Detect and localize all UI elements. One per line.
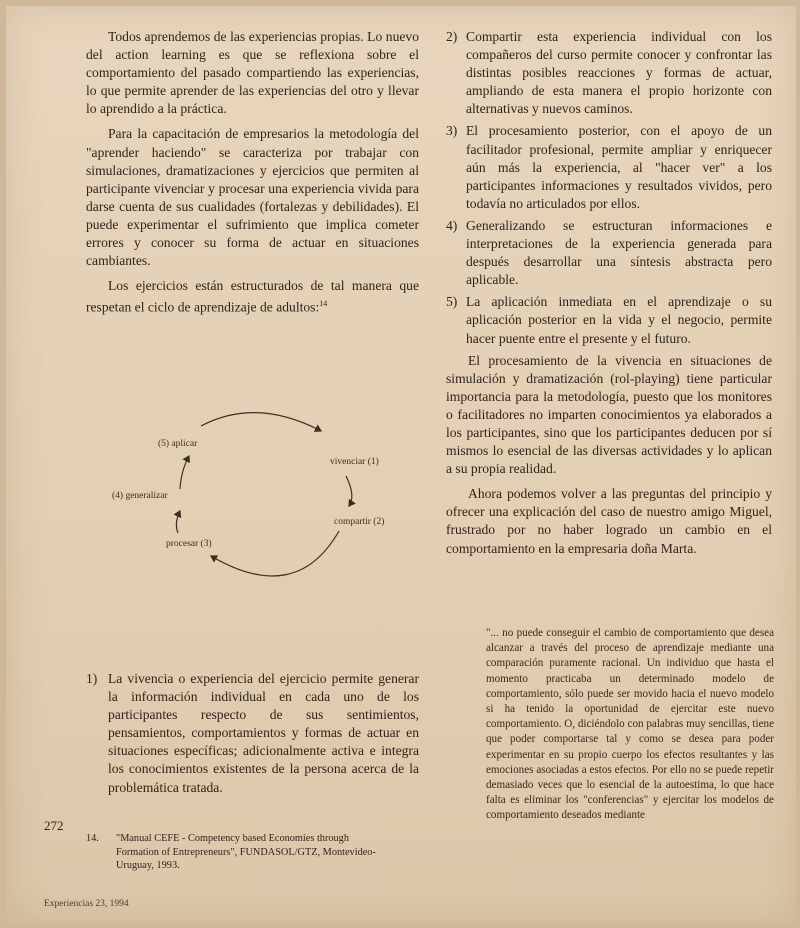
list-text: Generalizando se estructuran informaciones e interpretaciones de la experiencia generada para después desarrollar una síntesis abstracta pero aplicable.: [466, 217, 772, 288]
list-item-5: [446, 293, 772, 347]
paragraph: Todos aprendemos de las experiencias propias. Lo nuevo del action learning es que se reflexiona sobre el comportamiento del pasado compartiendo las experiencias, lo que permite aprender de las experiencias del otro y llevar lo aprendido a la práctica.: [86, 29, 419, 117]
page-number: 272: [44, 818, 64, 833]
numbered-list: [446, 28, 772, 348]
learning-cycle-diagram: [106, 401, 406, 601]
right-column: [446, 28, 772, 565]
footnote-text: "Manual CEFE - Competency based Economies through Formation of Entrepreneurs", FUNDASOL/GTZ, Montevideo-Uruguay, 1993.: [116, 833, 376, 871]
list-item-3: [446, 122, 772, 212]
list-number: 2): [446, 29, 458, 44]
list-number: 1): [86, 671, 98, 686]
block-quote: "... no puede conseguir el cambio de comportamiento que desea alcanzar a través del proceso de aprendizaje mediante una comparación puramente racional. Un individuo que hasta el momento practicaba un determinado modelo de comportamiento, sólo puede ser movido hacia el nuevo modelo si ha tenido la oportunidad de ejercitar este nuevo comportamiento. O, diciéndolo con palabras muy sencillas, tiene que poder comportarse tal y como se desea para poder experimentar en su propio cuerpo los efectos resultantes y las emociones asociadas a estos efectos. Por ello no se puede repetir demasiado veces que lo esencial de la autoestima, lo que hace falta es eliminar los "conferencias" y ejercitar los modelos de comportamiento deseados mediante: [486, 627, 774, 822]
arrow-procesar-generalizar: [176, 511, 180, 533]
list-number: 5): [446, 294, 458, 310]
label-compartir: compartir (2): [334, 517, 385, 527]
arrow-aplicar-vivenciar: [201, 413, 321, 431]
arrow-generalizar-aplicar: [180, 456, 189, 489]
label-procesar: procesar (3): [166, 539, 212, 549]
footnote: [86, 832, 386, 873]
left-column: [86, 28, 419, 324]
footnote-number: 14.: [86, 833, 99, 844]
paragraph: [86, 277, 419, 317]
list-number: 3): [446, 123, 458, 139]
cycle-arrows: [106, 401, 406, 601]
list-item-1: [86, 670, 419, 797]
list-text: La vivencia o experiencia del ejercicio permite generar la información individual en cada uno de los participantes respecto de sus sentimientos, pensamientos, comportamientos y formas de actuar en situaciones específicas; adicionalmente activa e integra los conocimientos existentes de la persona acerca de la problemática tratada.: [108, 671, 419, 795]
paragraph-text: Los ejercicios están estructurados de tal manera que respetan el ciclo de aprendizaje de adultos:: [86, 278, 419, 315]
document-page: [6, 6, 796, 924]
label-aplicar: (5) aplicar: [158, 439, 198, 449]
list-item-2: [446, 28, 772, 118]
list-text: La aplicación inmediata en el aprendizaje o su aplicación posterior en la vida y el negocio, permite hacer puente entre el presente y el futuro.: [466, 294, 772, 346]
label-generalizar: (4) generalizar: [112, 491, 168, 501]
arrow-vivenciar-compartir: [346, 476, 352, 506]
list-number: 4): [446, 217, 458, 233]
paragraph: Ahora podemos volver a las preguntas del principio y ofrecer una explicación del caso de nuestro amigo Miguel, frustrado por no haber logrado un cambio en el comportamiento en la empresaria doña Marta.: [446, 486, 772, 556]
paragraph: El procesamiento de la vivencia en situaciones de simulación y dramatización (rol-playing) tiene particular importancia para la metodología, puesto que los monitores o facilitadores no imparten conocimientos ya elaborados a los participantes, sino que los participantes deducen por sí mismos lo esencial de las diversas actividades y lo aplican a su propia realidad.: [446, 352, 772, 477]
footnote-reference: 14: [319, 299, 328, 309]
list-item-4: [446, 217, 772, 289]
label-vivenciar: vivenciar (1): [330, 457, 379, 467]
arrow-compartir-procesar: [211, 531, 339, 576]
journal-footer: Experiencias 23, 1994: [44, 899, 129, 909]
list-text: Compartir esta experiencia individual con los compañeros del curso permite conocer y confrontar las distintas posibles reacciones y formas de actuar, ampliando de esta manera el propio horizonte con alternativas y nuevos caminos.: [466, 29, 772, 117]
list-text: El procesamiento posterior, con el apoyo de un facilitador profesional, permite ampliar y enriquecer aún más la experiencia, al "hacer ver" a los participantes informaciones y resultados vividos, pero todavía no articulados por ellos.: [466, 123, 772, 211]
paragraph: Para la capacitación de empresarios la metodología del "aprender haciendo" se caracteriza por trabajar con simulaciones, dramatizaciones y ejercicios que permiten al participante vivenciar y procesar una experiencia vivida para darse cuenta de sus cualidades (fortalezas y debilidades). El puede experimentar el sufrimiento que implica cometer errores y conocer su forma de actuar en situaciones cambiantes.: [86, 126, 419, 269]
